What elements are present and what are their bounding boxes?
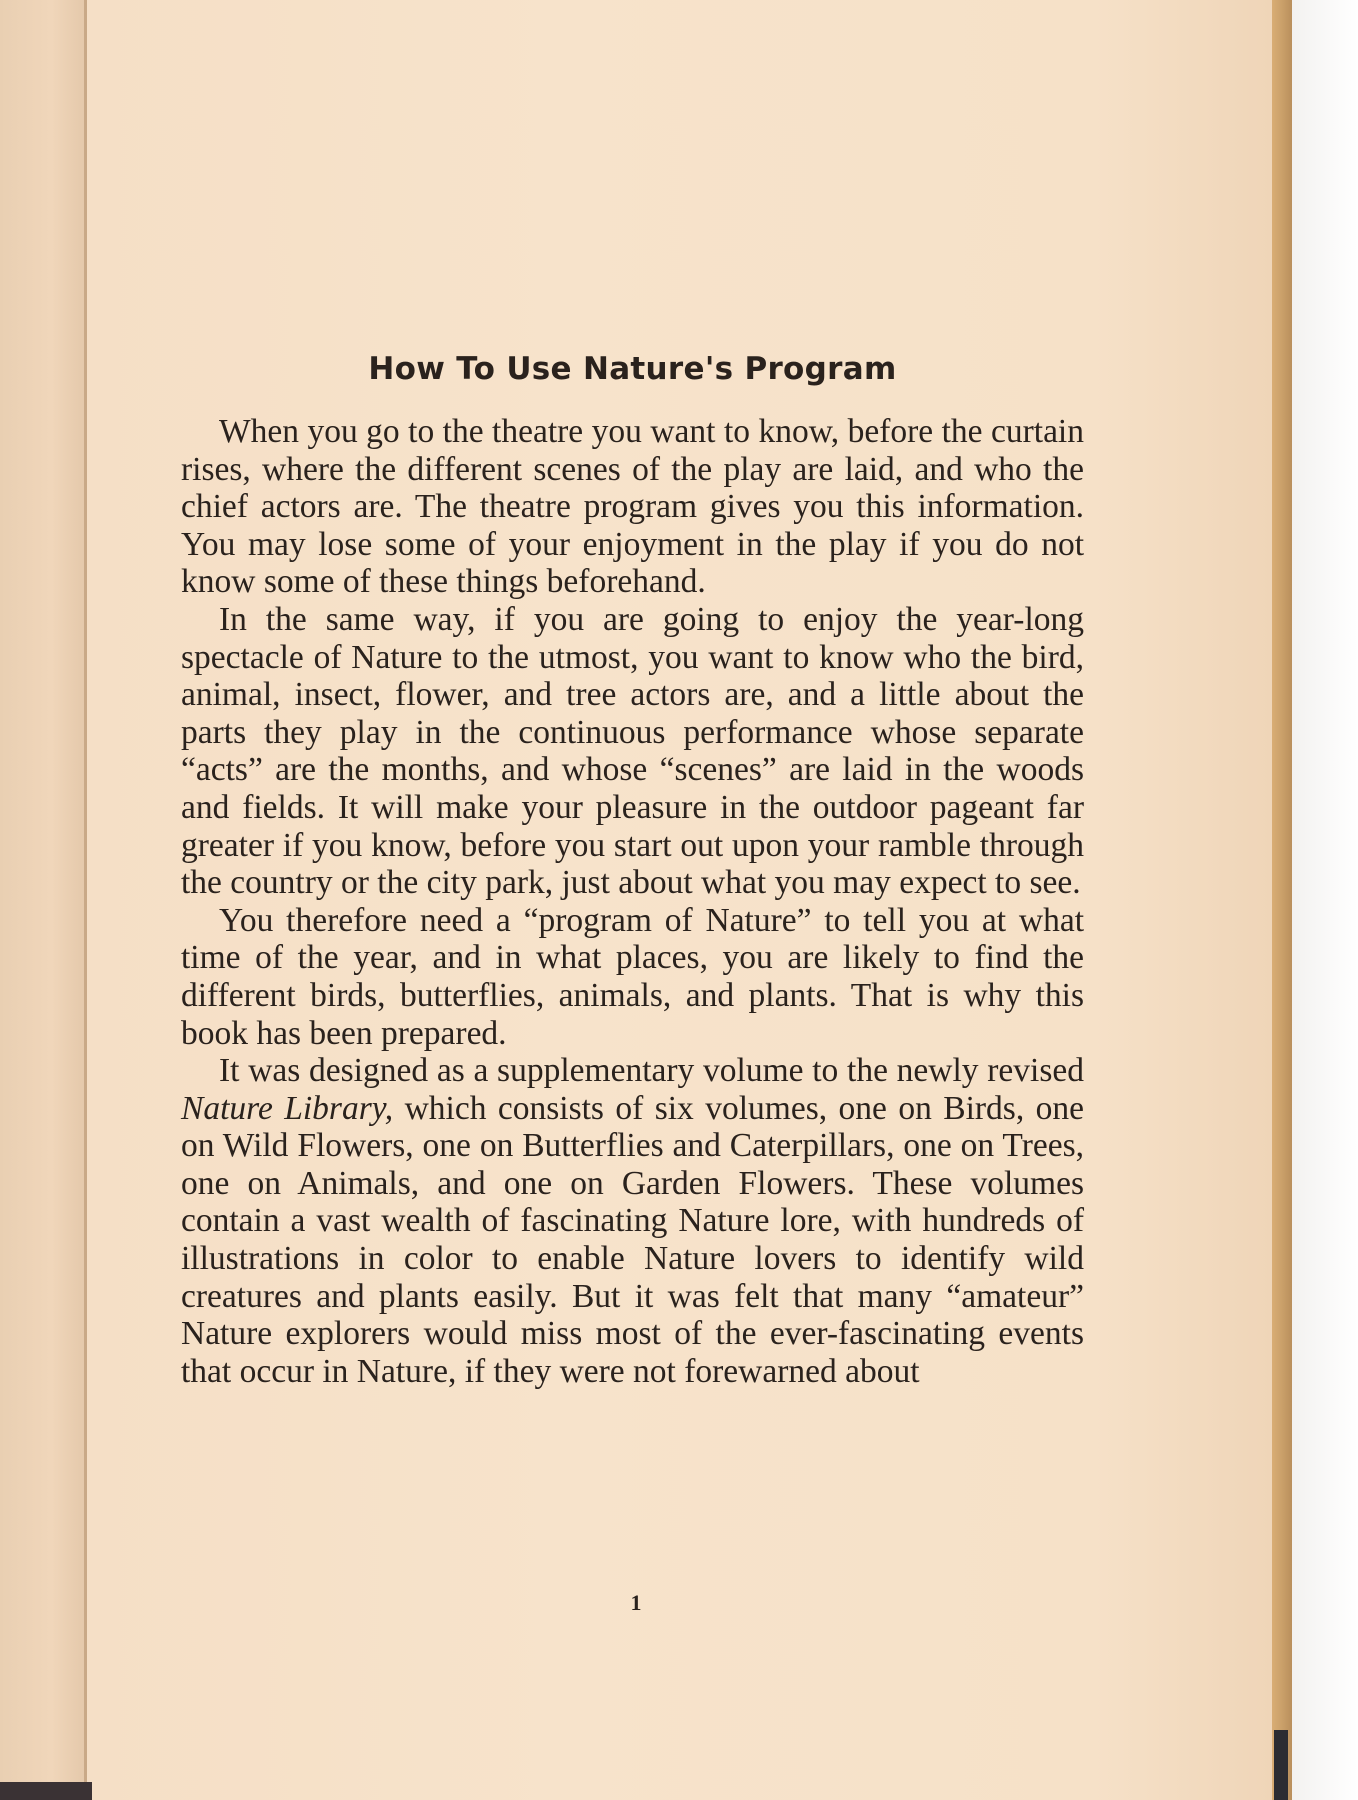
page-text — [181, 339, 1084, 1390]
book-title-italic: Nature Library, — [181, 1089, 394, 1127]
left-gutter — [0, 0, 86, 1800]
book-cover-edge — [1272, 0, 1292, 1800]
paragraph-1: When you go to the theatre you want to know, before the curtain rises, where the different scenes of the play are laid, and who the chief actors are. The theatre program gives you this information. You may lose some of your enjoyment in the play if you do not know some of these things beforehand. — [181, 413, 1084, 601]
binding-corner — [0, 1782, 92, 1800]
chapter-title: How To Use Nature's Program — [368, 351, 897, 387]
paragraph-4-rest: which consists of six volumes, one on Birds, one on Wild Flowers, one on Butterflies and Caterpillars, one on Trees, one on Animals, and one on Garden Flowers. These volumes contain a vast wealth of fascinating Nature lore, with hundreds of illustrations in color to enable Nature lovers to identify wild creatures and plants easily. But it was felt that many “amateur” Nature explorers would miss most of the ever-fascinating events that occur in Nature, if they were not forewarned about — [181, 1089, 1084, 1390]
book-cover-corner — [1274, 1730, 1288, 1800]
paragraph-3: You therefore need a “program of Nature” to tell you at what time of the year, and in what places, you are likely to find the different birds, butterflies, animals, and plants. That is why this book has been prepared. — [181, 901, 1084, 1052]
paragraph-4-start: It was designed as a supplementary volume to the newly revised — [219, 1052, 1084, 1090]
paragraph-2: In the same way, if you are going to enjoy the year-long spectacle of Nature to the utmost, you want to know who the bird, animal, insect, flower, and tree actors are, and a little about the parts they play in the continuous performance whose separate “acts” are the months, and whose “scenes” are laid in the woods and fields. It will make your pleasure in the outdoor pageant far greater if you know, before you start out upon your ramble through the country or the city park, just about what you may expect to see. — [181, 600, 1084, 902]
background-surface — [1292, 0, 1358, 1800]
paragraph-4 — [181, 1052, 1084, 1390]
page-number: 1 — [630, 1590, 642, 1615]
